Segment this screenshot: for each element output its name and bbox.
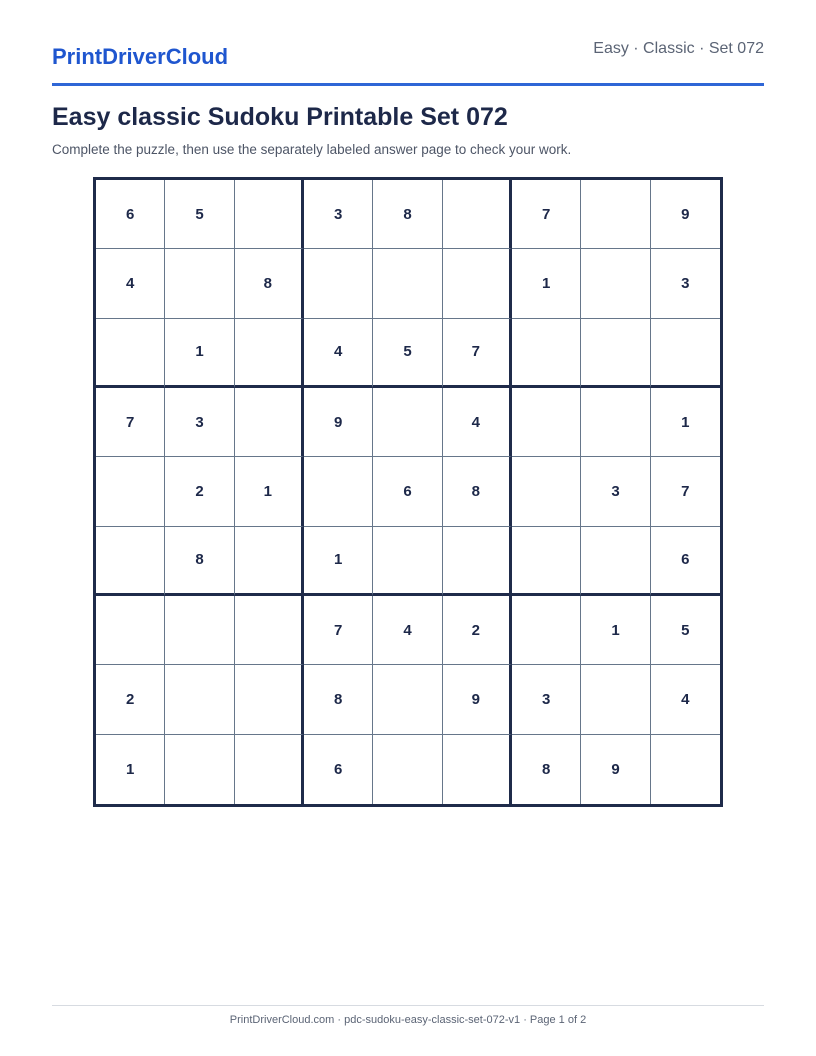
sudoku-cell	[235, 596, 304, 665]
sudoku-cell	[373, 249, 442, 318]
sudoku-cell	[165, 735, 234, 804]
sudoku-cell: 4	[373, 596, 442, 665]
sudoku-cell: 3	[304, 180, 373, 249]
sudoku-cell: 5	[165, 180, 234, 249]
sudoku-cell	[443, 527, 512, 596]
sudoku-cell: 3	[512, 665, 581, 734]
sudoku-cell	[373, 527, 442, 596]
sudoku-cell: 4	[96, 249, 165, 318]
sudoku-cell: 1	[512, 249, 581, 318]
sudoku-cell: 9	[651, 180, 720, 249]
sudoku-cell	[235, 388, 304, 457]
sudoku-cell	[373, 735, 442, 804]
sudoku-cell	[443, 180, 512, 249]
sudoku-cell: 1	[304, 527, 373, 596]
sudoku-cell: 4	[304, 319, 373, 388]
sudoku-cell: 7	[651, 457, 720, 526]
sudoku-board	[93, 177, 723, 807]
sudoku-cell: 8	[235, 249, 304, 318]
sudoku-cell	[512, 596, 581, 665]
sudoku-cell: 9	[443, 665, 512, 734]
sudoku-cell: 1	[96, 735, 165, 804]
sudoku-cell	[512, 388, 581, 457]
sudoku-cell: 5	[651, 596, 720, 665]
sudoku-cell	[235, 527, 304, 596]
sudoku-cell: 6	[651, 527, 720, 596]
sudoku-cell	[512, 319, 581, 388]
sudoku-cell: 8	[443, 457, 512, 526]
sudoku-cell: 8	[165, 527, 234, 596]
sudoku-cell	[651, 319, 720, 388]
sudoku-cell: 8	[512, 735, 581, 804]
sudoku-cell	[373, 388, 442, 457]
sudoku-cell: 6	[304, 735, 373, 804]
sudoku-cell: 3	[581, 457, 650, 526]
sudoku-cell	[304, 249, 373, 318]
sudoku-cell	[235, 180, 304, 249]
sudoku-cell: 7	[96, 388, 165, 457]
sudoku-cell	[235, 665, 304, 734]
sudoku-cell	[581, 249, 650, 318]
sudoku-cell	[443, 735, 512, 804]
sudoku-cell: 1	[235, 457, 304, 526]
sudoku-cell	[581, 180, 650, 249]
sudoku-cell: 7	[443, 319, 512, 388]
sudoku-cell: 2	[96, 665, 165, 734]
page-footer: PrintDriverCloud.com · pdc-sudoku-easy-classic-set-072-v1 · Page 1 of 2	[229, 1014, 587, 1026]
sudoku-cell	[96, 596, 165, 665]
page-subtitle: Complete the puzzle, then use the separately labeled answer page to check your work.	[52, 142, 572, 157]
sudoku-cell	[96, 527, 165, 596]
sudoku-cell: 8	[304, 665, 373, 734]
sudoku-cell	[512, 527, 581, 596]
sudoku-cell	[581, 665, 650, 734]
sudoku-cell: 3	[165, 388, 234, 457]
page-title: Easy classic Sudoku Printable Set 072	[52, 103, 508, 131]
sudoku-cell: 9	[581, 735, 650, 804]
sudoku-cell	[304, 457, 373, 526]
sudoku-cell: 4	[651, 665, 720, 734]
sudoku-cell	[235, 735, 304, 804]
sudoku-cell	[165, 249, 234, 318]
sudoku-cell: 1	[581, 596, 650, 665]
brand-logo: PrintDriverCloud	[52, 44, 229, 69]
sudoku-cell	[581, 388, 650, 457]
sudoku-cell	[581, 319, 650, 388]
sudoku-cell	[373, 665, 442, 734]
sudoku-cell	[512, 457, 581, 526]
sudoku-cell: 7	[304, 596, 373, 665]
sudoku-cell: 4	[443, 388, 512, 457]
puzzle-meta: Easy · Classic · Set 072	[593, 40, 764, 57]
sudoku-cell: 5	[373, 319, 442, 388]
sudoku-cell: 2	[165, 457, 234, 526]
sudoku-cell: 8	[373, 180, 442, 249]
sudoku-cell	[235, 319, 304, 388]
sudoku-cell: 6	[373, 457, 442, 526]
sudoku-cell	[165, 665, 234, 734]
sudoku-cell: 6	[96, 180, 165, 249]
page-header	[52, 34, 764, 86]
sudoku-cell: 2	[443, 596, 512, 665]
sudoku-cell	[581, 527, 650, 596]
sudoku-cell	[651, 735, 720, 804]
sudoku-cell	[443, 249, 512, 318]
sudoku-cell	[165, 596, 234, 665]
sudoku-cell: 1	[651, 388, 720, 457]
sudoku-cell: 3	[651, 249, 720, 318]
sudoku-cell	[96, 457, 165, 526]
footer-divider	[52, 1005, 764, 1006]
sudoku-cell: 1	[165, 319, 234, 388]
sudoku-cell	[96, 319, 165, 388]
sudoku-cell: 7	[512, 180, 581, 249]
sudoku-cell: 9	[304, 388, 373, 457]
